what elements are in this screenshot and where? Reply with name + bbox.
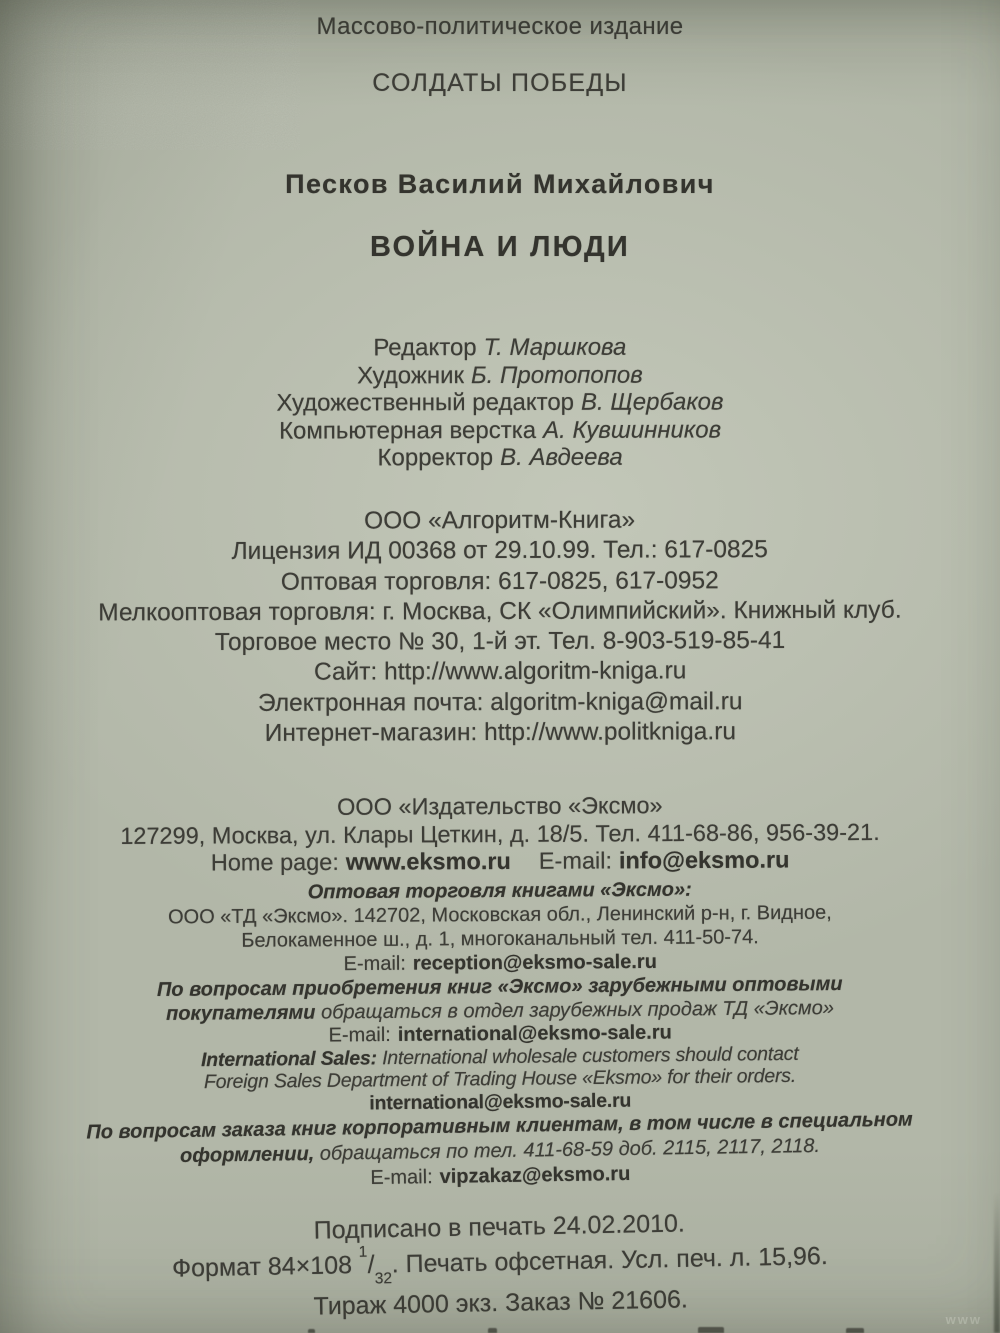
license-line: Лицензия ИД 00368 от 29.10.99. Тел.: 617-0825 (231, 536, 768, 566)
faint-watermark: www (945, 1312, 982, 1327)
trade-place-line: Торговое место № 30, 1-й эт. Тел. 8-903-519-85-41 (214, 627, 786, 657)
credit-line (0, 415, 1000, 445)
email-label: E-mail: (328, 1024, 391, 1047)
signed-to-print-line: Подписано в печать 24.02.2010. (313, 1209, 686, 1245)
cutoff-text-tops (0, 1326, 1000, 1333)
credit-role: Корректор (377, 444, 494, 472)
intl-line-2: Foreign Sales Department of Trading House «Eksmo» for their orders. (203, 1065, 797, 1094)
wholesale-heading: Оптовая торговля книгами «Эксмо»: (307, 878, 692, 904)
homepage-label: Home page: (210, 849, 339, 876)
format-prefix: Формат 84×108 (171, 1251, 360, 1284)
credits-block (0, 333, 1000, 474)
credit-person: В. Щербаков (580, 388, 724, 416)
credit-line (0, 360, 1000, 390)
email-label: E-mail: (370, 1166, 433, 1190)
page-edge-shadow (994, 1193, 1000, 1333)
retail-line: Мелкооптовая торговля: г. Москва, СК «Олимпийский». Книжный клуб. (98, 596, 902, 627)
online-store-line: Интернет-магазин: http://www.politkniga.ru (264, 718, 737, 747)
wholesale-block (0, 876, 1000, 979)
series-title: СОЛДАТЫ ПОБЕДЫ (372, 69, 628, 97)
eksmo-address: 127299, Москва, ул. Клары Цеткин, д. 18/5. Тел. 411-68-86, 956-39-21. (120, 818, 880, 849)
author-name: Песков Василий Михайлович (285, 169, 715, 199)
edition-type-line: Массово-политическое издание (316, 13, 684, 40)
format-suffix: . Печать офсетная. Усл. печ. л. 15,96. (391, 1242, 829, 1279)
international-sales-block (0, 1041, 1000, 1118)
foreign-email: international@eksmo-sale.ru (397, 1021, 672, 1047)
wholesale-email: reception@eksmo-sale.ru (412, 950, 657, 975)
publisher-name: ООО «Алгоритм-Книга» (364, 506, 636, 535)
credit-person: Т. Маршкова (483, 333, 627, 362)
wholesale-address-2: Белокаменное ш., д. 1, многоканальный тел. 411-50-74. (241, 926, 759, 952)
eksmo-name: ООО «Издательство «Эксмо» (337, 792, 663, 820)
corporate-line-2-rest: обращаться по тел. 411-68-59 доб. 2115, 2117, 2118. (314, 1134, 821, 1165)
publisher-eksmo-block (0, 790, 1000, 878)
credit-role: Редактор (373, 334, 477, 362)
corporate-line-2-bold: оформлении, (179, 1142, 315, 1168)
credit-line (0, 443, 1000, 473)
foreign-buyers-block (0, 972, 1000, 1052)
foreign-line-1: По вопросам приобретения книг «Эксмо» зарубежными оптовыми (156, 973, 843, 1001)
corporate-line-1: По вопросам заказа книг корпоративным клиентам, в том числе в специальном (86, 1108, 913, 1144)
wholesale-address-1: ООО «ТД «Эксмо». 142702, Московская обл., Ленинский р-н, г. Видное, (167, 901, 832, 929)
credit-person: В. Авдеева (500, 444, 623, 472)
eksmo-email: info@eksmo.ru (618, 846, 790, 874)
email-label: E-mail: (343, 952, 406, 976)
foreign-line-2-bold: покупателями (165, 1001, 316, 1025)
intl-email: international@eksmo-sale.ru (369, 1089, 632, 1114)
foreign-line-2-rest: обращаться в отдел зарубежных продаж ТД «Эксмо» (315, 996, 835, 1024)
email-label: E-mail: (538, 847, 613, 874)
print-run-line: Тираж 4000 экз. Заказ № 21606. (313, 1285, 689, 1321)
eksmo-web-line (0, 846, 1000, 879)
credit-line (0, 333, 1000, 363)
homepage-url: www.eksmo.ru (345, 848, 511, 875)
format-fraction-numerator: 1 (358, 1243, 368, 1262)
credit-role: Художественный редактор (276, 388, 575, 417)
format-fraction-denominator: 32 (374, 1269, 393, 1288)
credit-person: А. Кувшинников (543, 416, 722, 444)
intl-lead: International Sales: (200, 1047, 378, 1072)
email-line: Электронная почта: algoritm-kniga@mail.ru (257, 687, 743, 717)
credit-line (0, 388, 1000, 418)
website-line: Сайт: http://www.algoritm-kniga.ru (313, 657, 687, 687)
printing-info-block (0, 1202, 1000, 1328)
wholesale-phones-line: Оптовая торговля: 617-0825, 617-0952 (280, 566, 719, 596)
corporate-orders-block (0, 1106, 1000, 1197)
publisher-algoritm-block (0, 504, 1000, 750)
intl-line-1-rest: International wholesale customers should contact (376, 1042, 799, 1070)
corporate-email: vipzakaz@eksmo.ru (439, 1162, 631, 1188)
format-fraction-slash: / (367, 1251, 375, 1280)
credit-role: Художник (357, 361, 465, 389)
credit-role: Компьютерная верстка (279, 416, 537, 445)
credit-person: Б. Протопопов (471, 361, 643, 389)
book-title: ВОЙНА И ЛЮДИ (370, 231, 630, 263)
